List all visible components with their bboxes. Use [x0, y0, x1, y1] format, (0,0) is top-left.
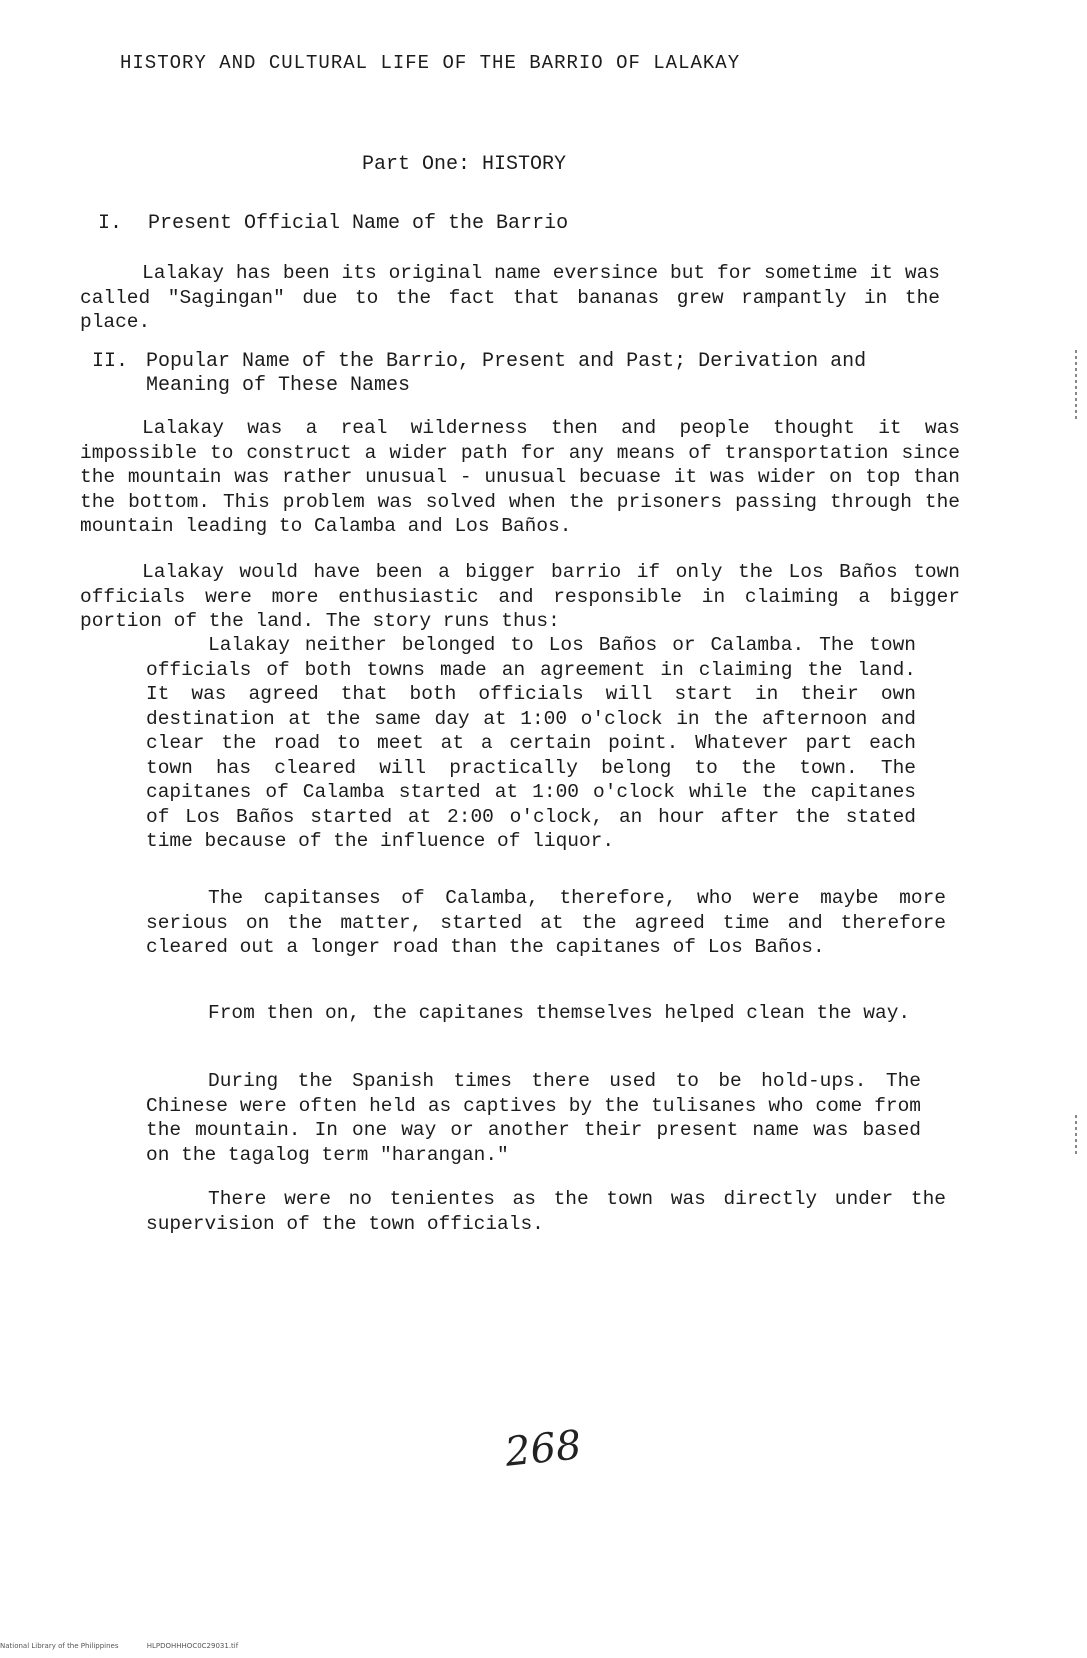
- footer-filename: HLPDOHHHOC0C29031.tif: [146, 1642, 239, 1650]
- section-2-heading: [92, 350, 992, 398]
- part-heading: Part One: HISTORY: [362, 153, 567, 176]
- section-1-heading: [98, 212, 998, 236]
- section-2-number: II.: [92, 350, 129, 373]
- section-2-title: Popular Name of the Barrio, Present and Past; Derivation and Meaning of These Names: [146, 350, 867, 397]
- section-2-paragraph-2: Lalakay would have been a bigger barrio if only the Los Baños town officials were more enthusiastic and responsible in claiming a bigger portion of the land. The story runs thus:: [80, 561, 960, 632]
- section-2-paragraph-1: Lalakay was a real wilderness then and people thought it was impossible to construct a wider path for any means of transportation since the mountain was rather unusual - unusual becuase it was wider on top than the bottom. This problem was solved when the prisoners passing through the mountain leading to Calamba and Los Baños.: [80, 417, 960, 537]
- handwritten-page-number: 268: [502, 1422, 584, 1476]
- story-paragraph-5: There were no tenientes as the town was directly under the supervision of the town officials.: [146, 1188, 946, 1235]
- section-1-paragraph: Lalakay has been its original name eversince but for sometime it was called "Sagingan" due to the fact that bananas grew rampantly in the place.: [80, 262, 940, 333]
- section-1-title: Present Official Name of the Barrio: [148, 212, 569, 235]
- scan-footer: [0, 1642, 264, 1650]
- story-paragraph-1: Lalakay neither belonged to Los Baños or Calamba. The town officials of both towns made an agreement in claiming the land. It was agreed that both officials will start in their own destination at the same day at 1:00 o'clock in the afternoon and clear the road to meet at a certain point. Whatever part each town has cleared will practically belong to the town. The capitanes of Calamba started at 1:00 o'clock while the capitanes of Los Baños started at 2:00 o'clock, an hour after the stated time because of the influence of liquor.: [146, 634, 916, 852]
- section-1-number: I.: [98, 212, 123, 235]
- document-title: HISTORY AND CULTURAL LIFE OF THE BARRIO OF LALAKAY: [120, 52, 741, 74]
- scan-edge-mark: [1075, 350, 1077, 420]
- story-paragraph-4: During the Spanish times there used to be hold-ups. The Chinese were often held as captives by the tulisanes who come from the mountain. In one way or another their present name was based on the tagalog term "harangan.": [146, 1070, 921, 1166]
- story-paragraph-3: From then on, the capitanes themselves helped clean the way.: [208, 1002, 911, 1024]
- scan-edge-mark: [1075, 1115, 1077, 1155]
- story-paragraph-2: The capitanses of Calamba, therefore, who were maybe more serious on the matter, started at the agreed time and therefore cleared out a longer road than the capitanes of Los Baños.: [146, 887, 946, 958]
- footer-library: National Library of the Philippines: [0, 1642, 119, 1650]
